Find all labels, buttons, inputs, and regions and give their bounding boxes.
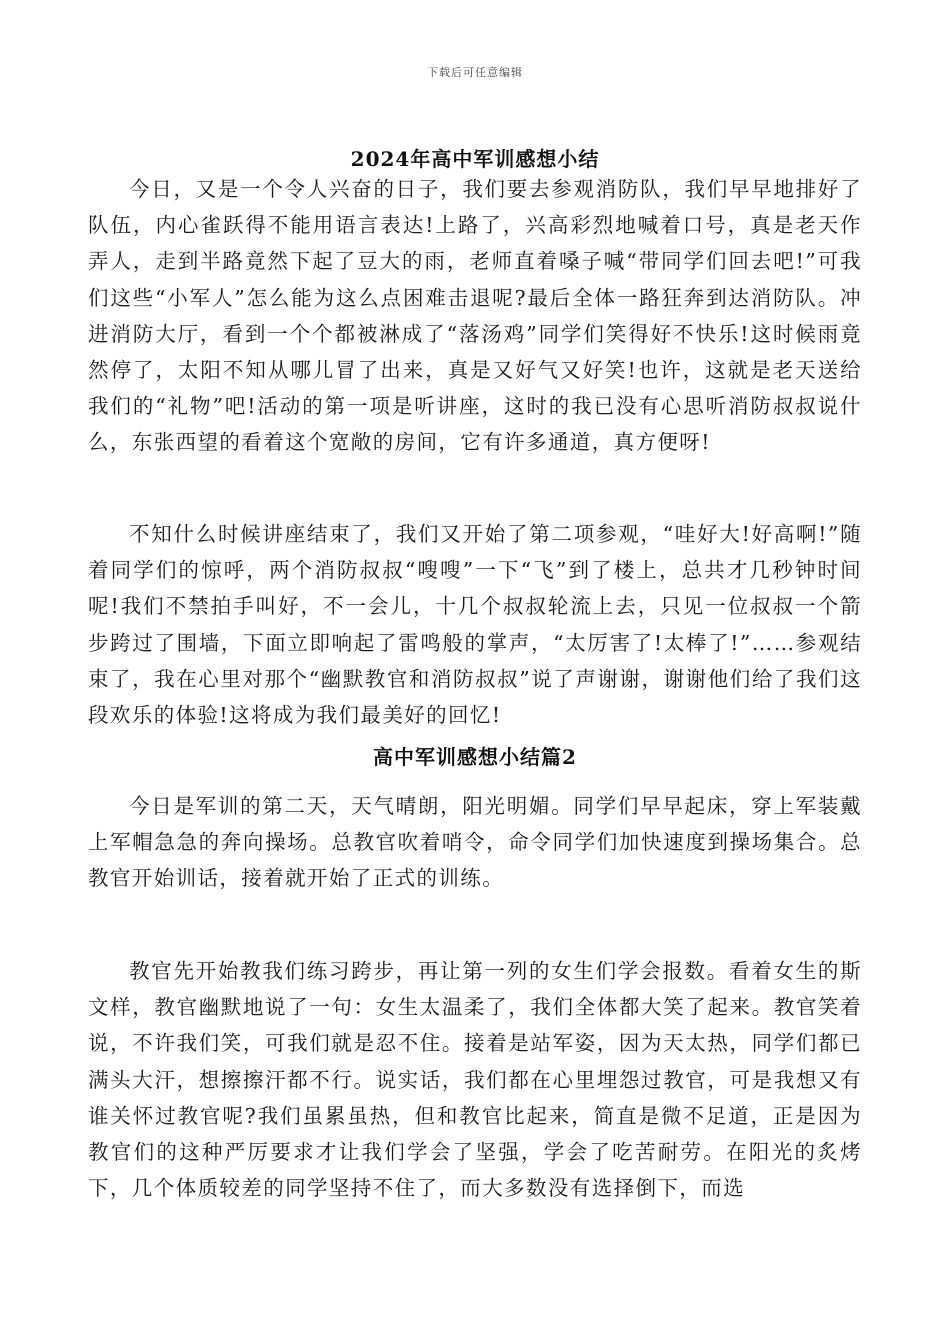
section-2-paragraph-2: 教官先开始教我们练习跨步，再让第一列的女生们学会报数。看着女生的斯文样，教官幽默地说了一句：女生太温柔了，我们全体都大笑了起来。教官笑着说，不许我们笑，可我们就是忍不住。接着是站军姿，因为天太热，同学们都已满头大汗，想擦擦汗都不行。说实话，我们都在心里埋怨过教官，可是我想又有谁关怀过教官呢?我们虽累虽热，但和教官比起来，简直是微不足道，正是因为教官们的这种严厉要求才让我们学会了坚强，学会了吃苦耐劳。在阳光的炙烤下，几个体质较差的同学坚持不住了，而大多数没有选择倒下，而选 xyxy=(88,959,862,1201)
paragraph-1: 今日，又是一个令人兴奋的日子，我们要去参观消防队，我们早早地排好了队伍，内心雀跃得不能用语言表达!上路了，兴高彩烈地喊着口号，真是老天作弄人，走到半路竟然下起了豆大的雨，老师直着嗓子喊“带同学们回去吧!”可我们这些“小军人”怎么能为这么点困难击退呢?最后全体一路狂奔到达消防队。冲进消防大厅，看到一个个都被淋成了“落汤鸡”同学们笑得好不快乐!这时候雨竟然停了，太阳不知从哪儿冒了出来，真是又好气又好笑!也许，这就是老天送给我们的“礼物”吧!活动的第一项是听讲座，这时的我已没有心思听消防叔叔说什么，东张西望的看着这个宽敞的房间，它有许多通道，真方便呀! xyxy=(88,177,862,455)
section-2-title: 高中军训感想小结篇2 xyxy=(373,745,577,769)
section-2-paragraph-1: 今日是军训的第二天，天气晴朗，阳光明媚。同学们早早起床，穿上军装戴上军帽急急的奔向操场。总教官吹着哨令，命令同学们加快速度到操场集合。总教官开始训话，接着就开始了正式的训练。 xyxy=(88,794,862,891)
paragraph-2: 不知什么时候讲座结束了，我们又开始了第二项参观，“哇好大!好高啊!”随着同学们的惊呼，两个消防叔叔“嗖嗖”一下“飞”到了楼上，总共才几秒钟时间呢!我们不禁拍手叫好，不一会儿，十几个叔叔轮流上去，只见一位叔叔一个箭步跨过了围墙，下面立即响起了雷鸣般的掌声，“太厉害了!太棒了!”……参观结束了，我在心里对那个“幽默教官和消防叔叔”说了声谢谢，谢谢他们给了我们这段欢乐的体验!这将成为我们最美好的回忆! xyxy=(88,522,862,728)
document-title: 2024年高中军训感想小结 xyxy=(350,147,600,171)
header-note: 下载后可任意编辑 xyxy=(427,66,523,79)
